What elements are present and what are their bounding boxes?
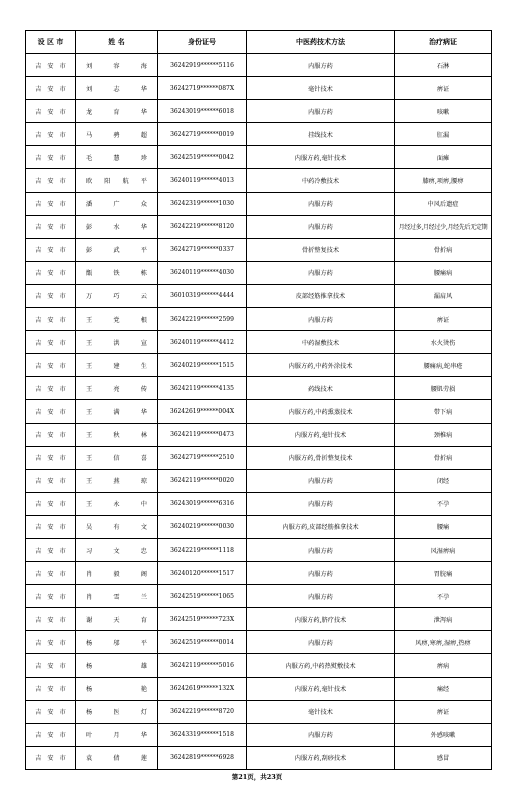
cell-name: 欧阳航平 — [76, 169, 158, 192]
cell-tech-method: 内服方药 — [247, 562, 395, 585]
cell-city: 吉安市 — [26, 700, 76, 723]
cell-city: 吉安市 — [26, 723, 76, 746]
cell-disease: 腰肌劳损 — [395, 377, 492, 400]
cell-disease: 肛漏 — [395, 123, 492, 146]
cell-city: 吉安市 — [26, 354, 76, 377]
cell-city: 吉安市 — [26, 515, 76, 538]
cell-tech-method: 中药湿敷技术 — [247, 331, 395, 354]
table-row — [26, 515, 492, 538]
cell-name: 龙育华 — [76, 100, 158, 123]
header-id: 身份证号 — [158, 31, 247, 54]
cell-name: 毛慧珍 — [76, 146, 158, 169]
header-tech: 中医药技术方法 — [247, 31, 395, 54]
cell-id-number: 36242819******6928 — [158, 746, 247, 769]
header-city: 设 区 市 — [26, 31, 76, 54]
cell-city: 吉安市 — [26, 631, 76, 654]
cell-id-number: 36242519******723X — [158, 608, 247, 631]
cell-disease: 骨折病 — [395, 446, 492, 469]
cell-tech-method: 内服方药 — [247, 54, 395, 77]
cell-id-number: 36242119******4135 — [158, 377, 247, 400]
table-row — [26, 746, 492, 769]
cell-disease: 感冒 — [395, 746, 492, 769]
cell-tech-method: 内服方药,中药熏蒸技术 — [247, 400, 395, 423]
cell-tech-method: 内服方药 — [247, 308, 395, 331]
cell-name: 王燕琼 — [76, 469, 158, 492]
cell-disease: 面瘫 — [395, 146, 492, 169]
cell-disease: 腰痛病 — [395, 261, 492, 284]
cell-disease: 痹证 — [395, 308, 492, 331]
table-row — [26, 54, 492, 77]
table-row — [26, 123, 492, 146]
cell-tech-method: 内服方药 — [247, 585, 395, 608]
cell-name: 叶月华 — [76, 723, 158, 746]
cell-city: 吉安市 — [26, 608, 76, 631]
cell-name: 王建生 — [76, 354, 158, 377]
cell-city: 吉安市 — [26, 54, 76, 77]
cell-tech-method: 内服方药,中药热熨敷技术 — [247, 654, 395, 677]
cell-disease: 膝痹,项痹,腰痹 — [395, 169, 492, 192]
table-row — [26, 492, 492, 515]
cell-id-number: 36243319******1518 — [158, 723, 247, 746]
cell-tech-method: 内服方药 — [247, 261, 395, 284]
cell-id-number: 36240219******0030 — [158, 515, 247, 538]
cell-city: 吉安市 — [26, 284, 76, 307]
cell-disease: 痛经 — [395, 677, 492, 700]
cell-disease: 风湿痹病 — [395, 538, 492, 561]
cell-tech-method: 内服方药,毫针技术 — [247, 423, 395, 446]
cell-disease: 泄泻病 — [395, 608, 492, 631]
cell-name: 甑铁栋 — [76, 261, 158, 284]
table-header-row — [26, 31, 492, 54]
table-row — [26, 446, 492, 469]
cell-disease: 骨折病 — [395, 238, 492, 261]
cell-disease: 水火烫伤 — [395, 331, 492, 354]
cell-city: 吉安市 — [26, 331, 76, 354]
cell-tech-method: 内服方药,毫针技术 — [247, 146, 395, 169]
cell-id-number: 36240219******1515 — [158, 354, 247, 377]
cell-id-number: 36242619******132X — [158, 677, 247, 700]
cell-tech-method: 内服方药 — [247, 192, 395, 215]
cell-tech-method: 内服方药 — [247, 723, 395, 746]
cell-name: 杨雄 — [76, 654, 158, 677]
cell-id-number: 36242319******1030 — [158, 192, 247, 215]
cell-tech-method: 内服方药,骨折整复技术 — [247, 446, 395, 469]
cell-name: 王满华 — [76, 400, 158, 423]
cell-disease: 风痹,寒痹,湿痹,热痹 — [395, 631, 492, 654]
cell-disease: 不孕 — [395, 492, 492, 515]
table-row — [26, 608, 492, 631]
table-row — [26, 538, 492, 561]
cell-name: 杨医灯 — [76, 700, 158, 723]
cell-tech-method: 毫针技术 — [247, 700, 395, 723]
table-row — [26, 400, 492, 423]
cell-id-number: 36242219******8120 — [158, 215, 247, 238]
cell-tech-method: 内服方药,中药外涂技术 — [247, 354, 395, 377]
cell-city: 吉安市 — [26, 400, 76, 423]
cell-id-number: 36242719******2510 — [158, 446, 247, 469]
cell-id-number: 36242619******004X — [158, 400, 247, 423]
cell-city: 吉安市 — [26, 123, 76, 146]
cell-name: 马骋超 — [76, 123, 158, 146]
cell-disease: 月经过多,月经过少,月经先后无定期 — [395, 215, 492, 238]
table-row — [26, 469, 492, 492]
cell-city: 吉安市 — [26, 192, 76, 215]
cell-tech-method: 皮部经筋推拿技术 — [247, 284, 395, 307]
cell-name: 彭水华 — [76, 215, 158, 238]
cell-city: 吉安市 — [26, 77, 76, 100]
header-name: 姓 名 — [76, 31, 158, 54]
cell-tech-method: 内服方药,刮痧技术 — [247, 746, 395, 769]
cell-disease: 漏肩风 — [395, 284, 492, 307]
cell-disease: 腰痛病,蛇串疮 — [395, 354, 492, 377]
table-body — [26, 54, 492, 770]
cell-id-number: 36242519******1065 — [158, 585, 247, 608]
table-row — [26, 377, 492, 400]
cell-tech-method: 内服方药 — [247, 492, 395, 515]
cell-city: 吉安市 — [26, 423, 76, 446]
cell-tech-method: 内服方药,皮部经筋推拿技术 — [247, 515, 395, 538]
cell-id-number: 36242219******8720 — [158, 700, 247, 723]
cell-id-number: 36242519******0014 — [158, 631, 247, 654]
table-row — [26, 284, 492, 307]
table-row — [26, 331, 492, 354]
cell-disease: 带下病 — [395, 400, 492, 423]
cell-city: 吉安市 — [26, 446, 76, 469]
cell-city: 吉安市 — [26, 585, 76, 608]
cell-name: 王洪宣 — [76, 331, 158, 354]
cell-city: 吉安市 — [26, 492, 76, 515]
cell-tech-method: 骨折整复技术 — [247, 238, 395, 261]
cell-tech-method: 挂线技术 — [247, 123, 395, 146]
table-row — [26, 677, 492, 700]
table-row — [26, 261, 492, 284]
cell-city: 吉安市 — [26, 146, 76, 169]
table-row — [26, 423, 492, 446]
table-row — [26, 723, 492, 746]
cell-disease: 石淋 — [395, 54, 492, 77]
cell-tech-method: 药线技术 — [247, 377, 395, 400]
cell-id-number: 36242219******1118 — [158, 538, 247, 561]
cell-disease: 颈椎病 — [395, 423, 492, 446]
cell-tech-method: 内服方药 — [247, 631, 395, 654]
cell-name: 王党根 — [76, 308, 158, 331]
cell-disease: 咳嗽 — [395, 100, 492, 123]
cell-city: 吉安市 — [26, 562, 76, 585]
cell-id-number: 36242719******087X — [158, 77, 247, 100]
table-row — [26, 562, 492, 585]
cell-disease: 痹证 — [395, 700, 492, 723]
cell-name: 袁倩莲 — [76, 746, 158, 769]
cell-city: 吉安市 — [26, 538, 76, 561]
cell-id-number: 36240119******4412 — [158, 331, 247, 354]
cell-name: 刘志华 — [76, 77, 158, 100]
cell-name: 王永中 — [76, 492, 158, 515]
cell-id-number: 36242119******0473 — [158, 423, 247, 446]
cell-name: 王亮传 — [76, 377, 158, 400]
cell-id-number: 36010319******4444 — [158, 284, 247, 307]
cell-tech-method: 毫针技术 — [247, 77, 395, 100]
cell-city: 吉安市 — [26, 215, 76, 238]
cell-name: 肖雪兰 — [76, 585, 158, 608]
table-row — [26, 77, 492, 100]
cell-tech-method: 内服方药 — [247, 215, 395, 238]
practitioner-table — [25, 30, 492, 770]
table-row — [26, 215, 492, 238]
cell-tech-method: 内服方药 — [247, 469, 395, 492]
cell-id-number: 36242519******0042 — [158, 146, 247, 169]
cell-name: 肖毅阁 — [76, 562, 158, 585]
cell-city: 吉安市 — [26, 654, 76, 677]
cell-name: 习文忠 — [76, 538, 158, 561]
cell-id-number: 36242119******0020 — [158, 469, 247, 492]
cell-id-number: 36242219******2599 — [158, 308, 247, 331]
cell-name: 潘广众 — [76, 192, 158, 215]
cell-id-number: 36243019******6316 — [158, 492, 247, 515]
cell-id-number: 36240119******4030 — [158, 261, 247, 284]
cell-disease: 中风后遗症 — [395, 192, 492, 215]
cell-tech-method: 内服方药,毫针技术 — [247, 677, 395, 700]
table-row — [26, 308, 492, 331]
cell-name: 万巧云 — [76, 284, 158, 307]
cell-disease: 不孕 — [395, 585, 492, 608]
cell-city: 吉安市 — [26, 746, 76, 769]
table-row — [26, 354, 492, 377]
cell-tech-method: 内服方药,脐疗技术 — [247, 608, 395, 631]
table-row — [26, 192, 492, 215]
cell-id-number: 36243019******6018 — [158, 100, 247, 123]
header-disease: 治疗病证 — [395, 31, 492, 54]
table-row — [26, 146, 492, 169]
cell-disease: 痹病 — [395, 654, 492, 677]
cell-id-number: 36242119******5016 — [158, 654, 247, 677]
table-row — [26, 585, 492, 608]
cell-city: 吉安市 — [26, 261, 76, 284]
cell-name: 杨邬平 — [76, 631, 158, 654]
page-number: 第21页，共23页 — [231, 773, 283, 781]
cell-tech-method: 中药冷敷技术 — [247, 169, 395, 192]
table-row — [26, 100, 492, 123]
cell-city: 吉安市 — [26, 377, 76, 400]
cell-id-number: 36242919******5116 — [158, 54, 247, 77]
cell-name: 王信喜 — [76, 446, 158, 469]
cell-disease: 痹证 — [395, 77, 492, 100]
cell-city: 吉安市 — [26, 308, 76, 331]
cell-city: 吉安市 — [26, 100, 76, 123]
cell-city: 吉安市 — [26, 169, 76, 192]
cell-name: 谢天育 — [76, 608, 158, 631]
cell-name: 彭武平 — [76, 238, 158, 261]
cell-name: 刘容海 — [76, 54, 158, 77]
cell-disease: 腰痛 — [395, 515, 492, 538]
cell-id-number: 36240120******1517 — [158, 562, 247, 585]
table-row — [26, 169, 492, 192]
table-row — [26, 238, 492, 261]
cell-disease: 闭经 — [395, 469, 492, 492]
cell-id-number: 36242719******0337 — [158, 238, 247, 261]
cell-id-number: 36240119******4013 — [158, 169, 247, 192]
table-row — [26, 700, 492, 723]
cell-tech-method: 内服方药 — [247, 538, 395, 561]
table-row — [26, 654, 492, 677]
cell-disease: 外感咳嗽 — [395, 723, 492, 746]
cell-name: 王秋林 — [76, 423, 158, 446]
cell-city: 吉安市 — [26, 469, 76, 492]
cell-city: 吉安市 — [26, 238, 76, 261]
cell-disease: 胃脘痛 — [395, 562, 492, 585]
cell-name: 杨艳 — [76, 677, 158, 700]
cell-tech-method: 内服方药 — [247, 100, 395, 123]
cell-id-number: 36242719******0019 — [158, 123, 247, 146]
table-row — [26, 631, 492, 654]
cell-name: 吴有文 — [76, 515, 158, 538]
cell-city: 吉安市 — [26, 677, 76, 700]
practitioner-table-container — [25, 30, 491, 770]
